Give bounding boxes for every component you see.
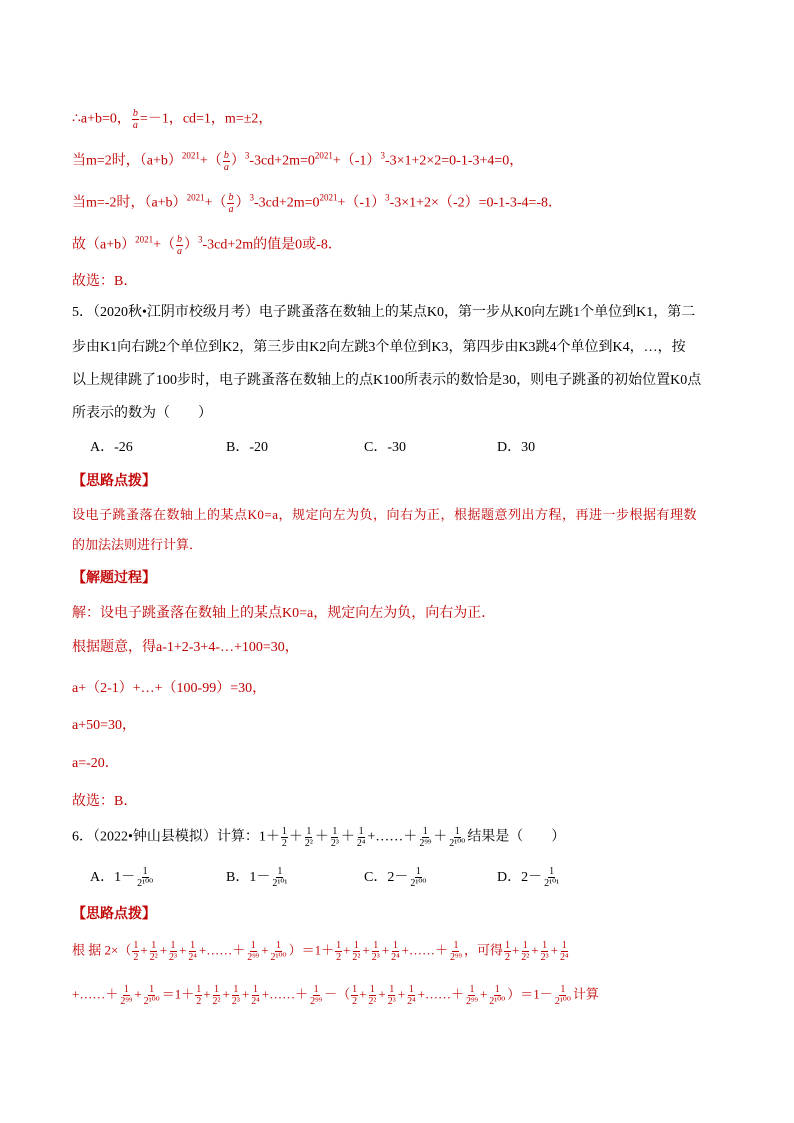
q5-hint-line-1: 设电子跳蚤落在数轴上的某点K0=a，规定向左为负，向右为正，根据题意列出方程，再进一步根据有理数 (72, 507, 697, 522)
q5-solution-line-5: a=-20． (72, 756, 119, 771)
q6-hint-line-2: +……＋ $\frac{1}{\text{2⁹⁹}}$ + $\frac{1}{\text{2¹⁰⁰}}$ ＝1＋ $\frac{1}{2}$ + $\frac{1}{\text{2²}}$ + $\frac{1}{\text{2³}}$ + $\frac{1}{\text{2⁴}}$ +……＋ $\frac{1}{\text{2⁹⁹}}$ －（ $\frac{1}{2}$ + $\frac{1}{\text{2²}}$ + $\frac{1}{\text{2³}}$ + $\frac{1}{\text{2⁴}}$ +……＋ $\frac{1}{\text{2⁹⁹}}$ + $\frac{1}{\text{2¹⁰⁰}}$ ）＝1－ $\frac{1}{\text{2¹⁰⁰}}$ 计算 (72, 984, 599, 1007)
q6-option-a: A．1－ $\frac{1}{\text{2¹⁰⁰}}$ (90, 866, 154, 890)
q5-option-d: D．30 (497, 440, 536, 455)
q5-solution-line-4: a+50=30， (72, 718, 137, 733)
fraction-b-over-a: $\frac{b}{a}$ (223, 150, 229, 173)
q5-stem-line-3: 以上规律跳了100步时，电子跳蚤落在数轴上的点K100所表示的数恰是30，则电子跳蚤的初始位置K0点 (72, 373, 702, 388)
line-1-prefix: ∴a+b=0， (72, 111, 131, 127)
line-2: 当m=2时，$(a+b)^{2021}+$（ $\frac{b}{a}$ ）$^3-3cd+2m=0^{2021}+(-1)^3-3\times 1+2\times 2=0-1-3+4=0$， (72, 150, 524, 173)
fraction-b-over-a: $\frac{b}{a}$ (177, 234, 183, 257)
q5-hint-heading: 【思路点拨】 (72, 474, 156, 489)
q5-option-a: A．-26 (90, 440, 133, 455)
q5-stem-line-2: 步由K1向右跳2个单位到K2，第三步由K2向左跳3个单位到K3，第四步由K3跳4个单位到K4，…，按 (72, 340, 686, 355)
q5-solution-line-1: 解：设电子跳蚤落在数轴上的某点K0=a，规定向左为负，向右为正． (72, 606, 496, 621)
q5-stem-line-4: 所表示的数为（ ） (72, 406, 212, 421)
q6-hint-heading: 【思路点拨】 (72, 907, 156, 922)
q6-option-c: C．2－ $\frac{1}{\text{2¹⁰⁰}}$ (364, 866, 427, 890)
q6-option-b: B．1－ $\frac{1}{\text{2¹⁰¹}}$ (226, 866, 288, 890)
q5-stem-line-1: 5．（2020秋•江阴市校级月考）电子跳蚤落在数轴上的某点K0，第一步从K0向左跳1个单位到K1，第二 (72, 305, 696, 320)
fraction-b-over-a: $\frac{b}{a}$ (228, 192, 234, 215)
q6-hint-line-1: 根 据 2×（ $\frac{1}{2}$ + $\frac{1}{\text{2²}}$ + $\frac{1}{\text{2³}}$ + $\frac{1}{\text{2⁴}}$ +……＋ $\frac{1}{\text{2⁹⁹}}$ + $\frac{1}{\text{2¹⁰⁰}}$ ）＝1＋ $\frac{1}{2}$ + $\frac{1}{\text{2²}}$ + $\frac{1}{\text{2³}}$ + $\frac{1}{\text{2⁴}}$ +……＋ $\frac{1}{\text{2⁹⁹}}$ ，可得 $\frac{1}{2}$ + $\frac{1}{\text{2²}}$ + $\frac{1}{\text{2³}}$ + $\frac{1}{\text{2⁴}}$ (72, 940, 569, 963)
q5-solution-line-2: 根据题意，得a-1+2-3+4-…+100=30， (72, 640, 299, 655)
q6-option-d: D．2－ $\frac{1}{\text{2¹⁰¹}}$ (497, 866, 560, 890)
q5-answer: 故选：B． (72, 794, 138, 809)
line-3: 当m=-2时，$(a+b)^{2021}+$（ $\frac{b}{a}$ ）$^3-3cd+2m=0^{2021}+(-1)^3-3\times 1+2\times(-2)=0-1-3-4=-8$． (72, 192, 563, 215)
fraction-b-over-a: $\frac{b}{a}$ (132, 108, 138, 131)
q6-stem: 6．（2022•钟山县模拟）计算：1＋ $\frac{1}{2}$ ＋ $\frac{1}{\text{2²}}$ ＋ $\frac{1}{\text{2³}}$ ＋ $\frac{1}{\text{2⁴}}$ +……＋ $\frac{1}{\text{2⁹⁹}}$ ＋ $\frac{1}{\text{2¹⁰⁰}}$ 结果是（ ） (72, 826, 566, 849)
q5-solution-line-3: a+（2-1）+…+（100-99）=30， (72, 681, 267, 696)
q5-option-b: B．-20 (226, 440, 268, 455)
line-1: ∴a+b=0， $\frac{b}{a}$ =－1，cd=1，m=±2， (72, 108, 273, 131)
answer-line-q4: 故选：B． (72, 274, 138, 289)
q5-option-c: C．-30 (364, 440, 406, 455)
q5-solution-heading: 【解题过程】 (72, 571, 156, 586)
q5-hint-line-2: 的加法法则进行计算． (72, 537, 203, 552)
line-4: 故$(a+b)^{2021}+$（ $\frac{b}{a}$ ）$^3$-3cd+2m的值是0或-8． (72, 234, 342, 257)
